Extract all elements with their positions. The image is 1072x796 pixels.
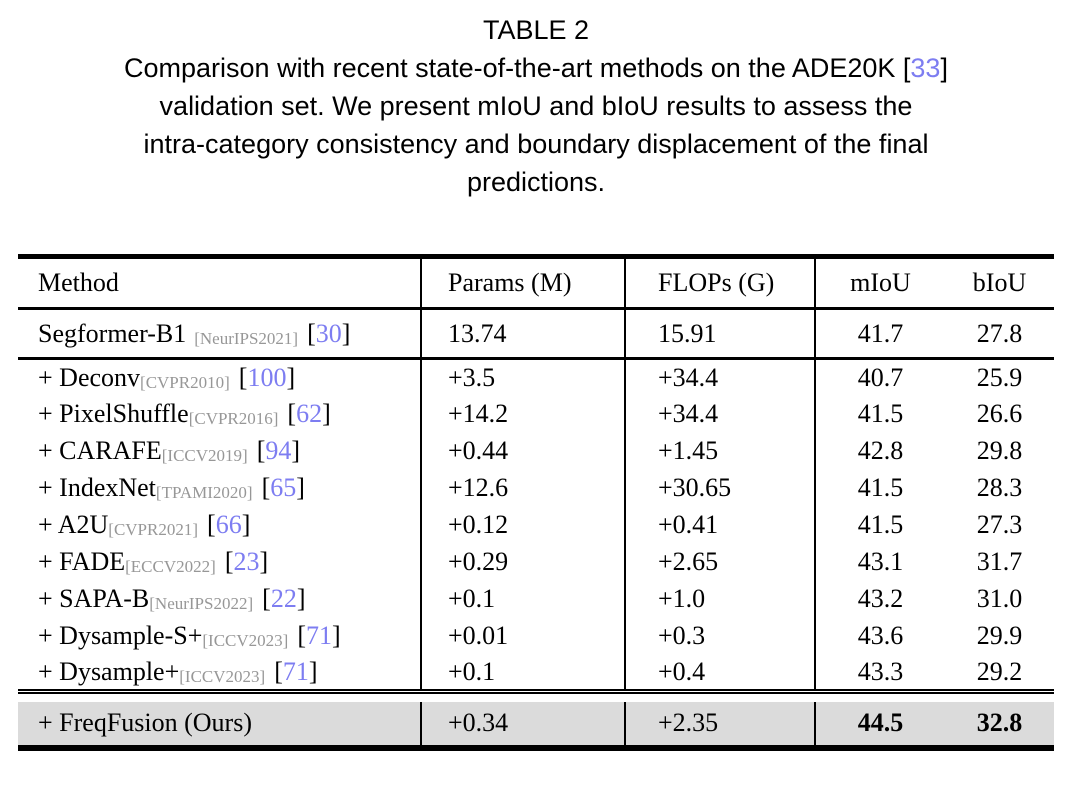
miou-cell: 41.7	[815, 309, 945, 359]
table-row-freqfusion	[18, 702, 1054, 745]
flops-cell: +30.65	[625, 470, 815, 507]
citation-ref-link[interactable]: [23]	[224, 547, 269, 576]
citation-venue: [TPAMI2020]	[155, 483, 253, 502]
citation-ref-link[interactable]: [30]	[307, 318, 351, 348]
biou-cell: 29.2	[976, 656, 1023, 686]
method-name: + FADE	[38, 547, 126, 576]
biou-cell: 32.8	[945, 702, 1054, 745]
method-cell	[18, 309, 421, 359]
citation-venue: [ICCV2019]	[161, 446, 248, 465]
method-cell	[18, 507, 421, 544]
caption-text-post: ]	[940, 53, 948, 83]
citation-ref-link[interactable]: [65]	[261, 473, 305, 502]
paper-table	[18, 254, 1054, 751]
table-row	[18, 544, 1054, 581]
citation-ref-link[interactable]: [100]	[238, 362, 296, 392]
citation-venue: [ICCV2023]	[179, 666, 266, 686]
caption-line-3: intra-category consistency and boundary displacement of the final	[143, 129, 929, 159]
column-header-biou: bIoU	[972, 268, 1027, 297]
method-name: + FreqFusion (Ours)	[38, 708, 252, 737]
citation-venue: [ECCV2022]	[125, 557, 216, 576]
method-name: + PixelShuffle	[38, 399, 189, 428]
method-cell	[18, 581, 421, 618]
table-row	[18, 470, 1054, 507]
table-row	[18, 655, 1054, 692]
params-cell: +0.29	[421, 544, 625, 581]
column-header-params: Params (M)	[421, 257, 625, 309]
method-name: Segformer-B1	[38, 318, 187, 348]
citation-ref-link[interactable]: [71]	[297, 621, 341, 650]
flops-cell: 15.91	[625, 309, 815, 359]
table-label: TABLE 2	[482, 15, 590, 45]
params-cell: +0.1	[421, 655, 625, 692]
table-row	[18, 507, 1054, 544]
miou-cell: 41.5	[815, 507, 945, 544]
flops-cell: +2.35	[625, 702, 815, 745]
caption-text-pre: Comparison with recent state-of-the-art methods on the ADE20K [	[124, 53, 911, 83]
method-cell	[18, 544, 421, 581]
biou-cell: 29.8	[976, 436, 1023, 465]
table-row	[18, 618, 1054, 655]
caption-ref-link[interactable]: 33	[910, 53, 941, 83]
method-name: + CARAFE	[38, 436, 162, 465]
miou-cell: 40.7	[815, 359, 945, 396]
params-cell: +0.1	[421, 581, 625, 618]
biou-cell: 27.8	[976, 318, 1023, 348]
table-row	[18, 433, 1054, 470]
flops-cell: +1.0	[625, 581, 815, 618]
biou-cell: 29.9	[976, 621, 1023, 650]
miou-cell: 43.2	[815, 581, 945, 618]
miou-cell: 42.8	[815, 433, 945, 470]
citation-ref-link[interactable]: [94]	[256, 436, 301, 465]
flops-cell: +1.45	[625, 433, 815, 470]
biou-cell: 25.9	[976, 362, 1023, 392]
citation-ref-link[interactable]: [66]	[207, 510, 251, 539]
biou-cell: 31.0	[976, 584, 1023, 613]
citation-venue: [NeurIPS2021]	[194, 328, 299, 348]
miou-cell: 41.5	[815, 470, 945, 507]
caption-line-1	[0, 49, 1072, 87]
params-cell: +0.01	[421, 618, 625, 655]
citation-venue: [CVPR2016]	[188, 409, 279, 428]
miou-cell: 43.6	[815, 618, 945, 655]
flops-cell: +34.4	[625, 359, 815, 396]
table-row	[18, 359, 1054, 396]
method-cell	[18, 702, 421, 745]
caption-line-2: validation set. We present mIoU and bIoU results to assess the	[159, 91, 913, 121]
method-name: + Deconv	[38, 362, 141, 392]
citation-ref-link[interactable]: [22]	[262, 584, 306, 613]
flops-cell: +0.41	[625, 507, 815, 544]
method-cell	[18, 359, 421, 396]
flops-cell: +2.65	[625, 544, 815, 581]
method-cell	[18, 433, 421, 470]
method-name: + Dysample+	[38, 656, 180, 686]
method-name: + IndexNet	[38, 473, 156, 502]
method-cell	[18, 618, 421, 655]
table-row	[18, 581, 1054, 618]
params-cell: +0.44	[421, 433, 625, 470]
params-cell: +14.2	[421, 396, 625, 433]
citation-ref-link[interactable]: [62]	[287, 399, 331, 428]
biou-cell: 26.6	[976, 399, 1023, 428]
miou-cell: 41.5	[815, 396, 945, 433]
flops-cell: +0.3	[625, 618, 815, 655]
citation-venue: [CVPR2010]	[140, 372, 230, 392]
biou-cell: 31.7	[976, 547, 1023, 576]
citation-venue: [NeurIPS2022]	[149, 594, 254, 613]
double-rule-divider	[18, 692, 1054, 702]
table-row	[18, 396, 1054, 433]
method-cell	[18, 470, 421, 507]
column-header-flops: FLOPs (G)	[625, 257, 815, 309]
column-header-miou: mIoU	[815, 257, 945, 309]
flops-cell: +0.4	[625, 655, 815, 692]
method-cell	[18, 655, 421, 692]
params-cell: +3.5	[421, 359, 625, 396]
method-name: + Dysample-S+	[38, 621, 203, 650]
params-cell: +0.34	[421, 702, 625, 745]
citation-venue: [ICCV2023]	[202, 631, 289, 650]
miou-cell: 43.3	[815, 655, 945, 692]
method-name: + A2U	[38, 510, 109, 539]
params-cell: +12.6	[421, 470, 625, 507]
method-name: + SAPA-B	[38, 584, 150, 613]
citation-ref-link[interactable]: [71]	[274, 656, 318, 686]
miou-cell: 43.1	[815, 544, 945, 581]
miou-cell: 44.5	[815, 702, 945, 745]
citation-venue: [CVPR2021]	[108, 520, 199, 539]
bottom-gap	[18, 745, 1054, 748]
flops-cell: +34.4	[625, 396, 815, 433]
table-header-row	[18, 257, 1054, 309]
table-row-baseline	[18, 309, 1054, 359]
method-cell	[18, 396, 421, 433]
params-cell: 13.74	[421, 309, 625, 359]
params-cell: +0.12	[421, 507, 625, 544]
biou-cell: 28.3	[976, 473, 1023, 502]
biou-cell: 27.3	[976, 510, 1023, 539]
column-header-method: Method	[38, 268, 119, 297]
caption-line-4: predictions.	[466, 167, 606, 197]
table-caption	[0, 0, 1072, 201]
